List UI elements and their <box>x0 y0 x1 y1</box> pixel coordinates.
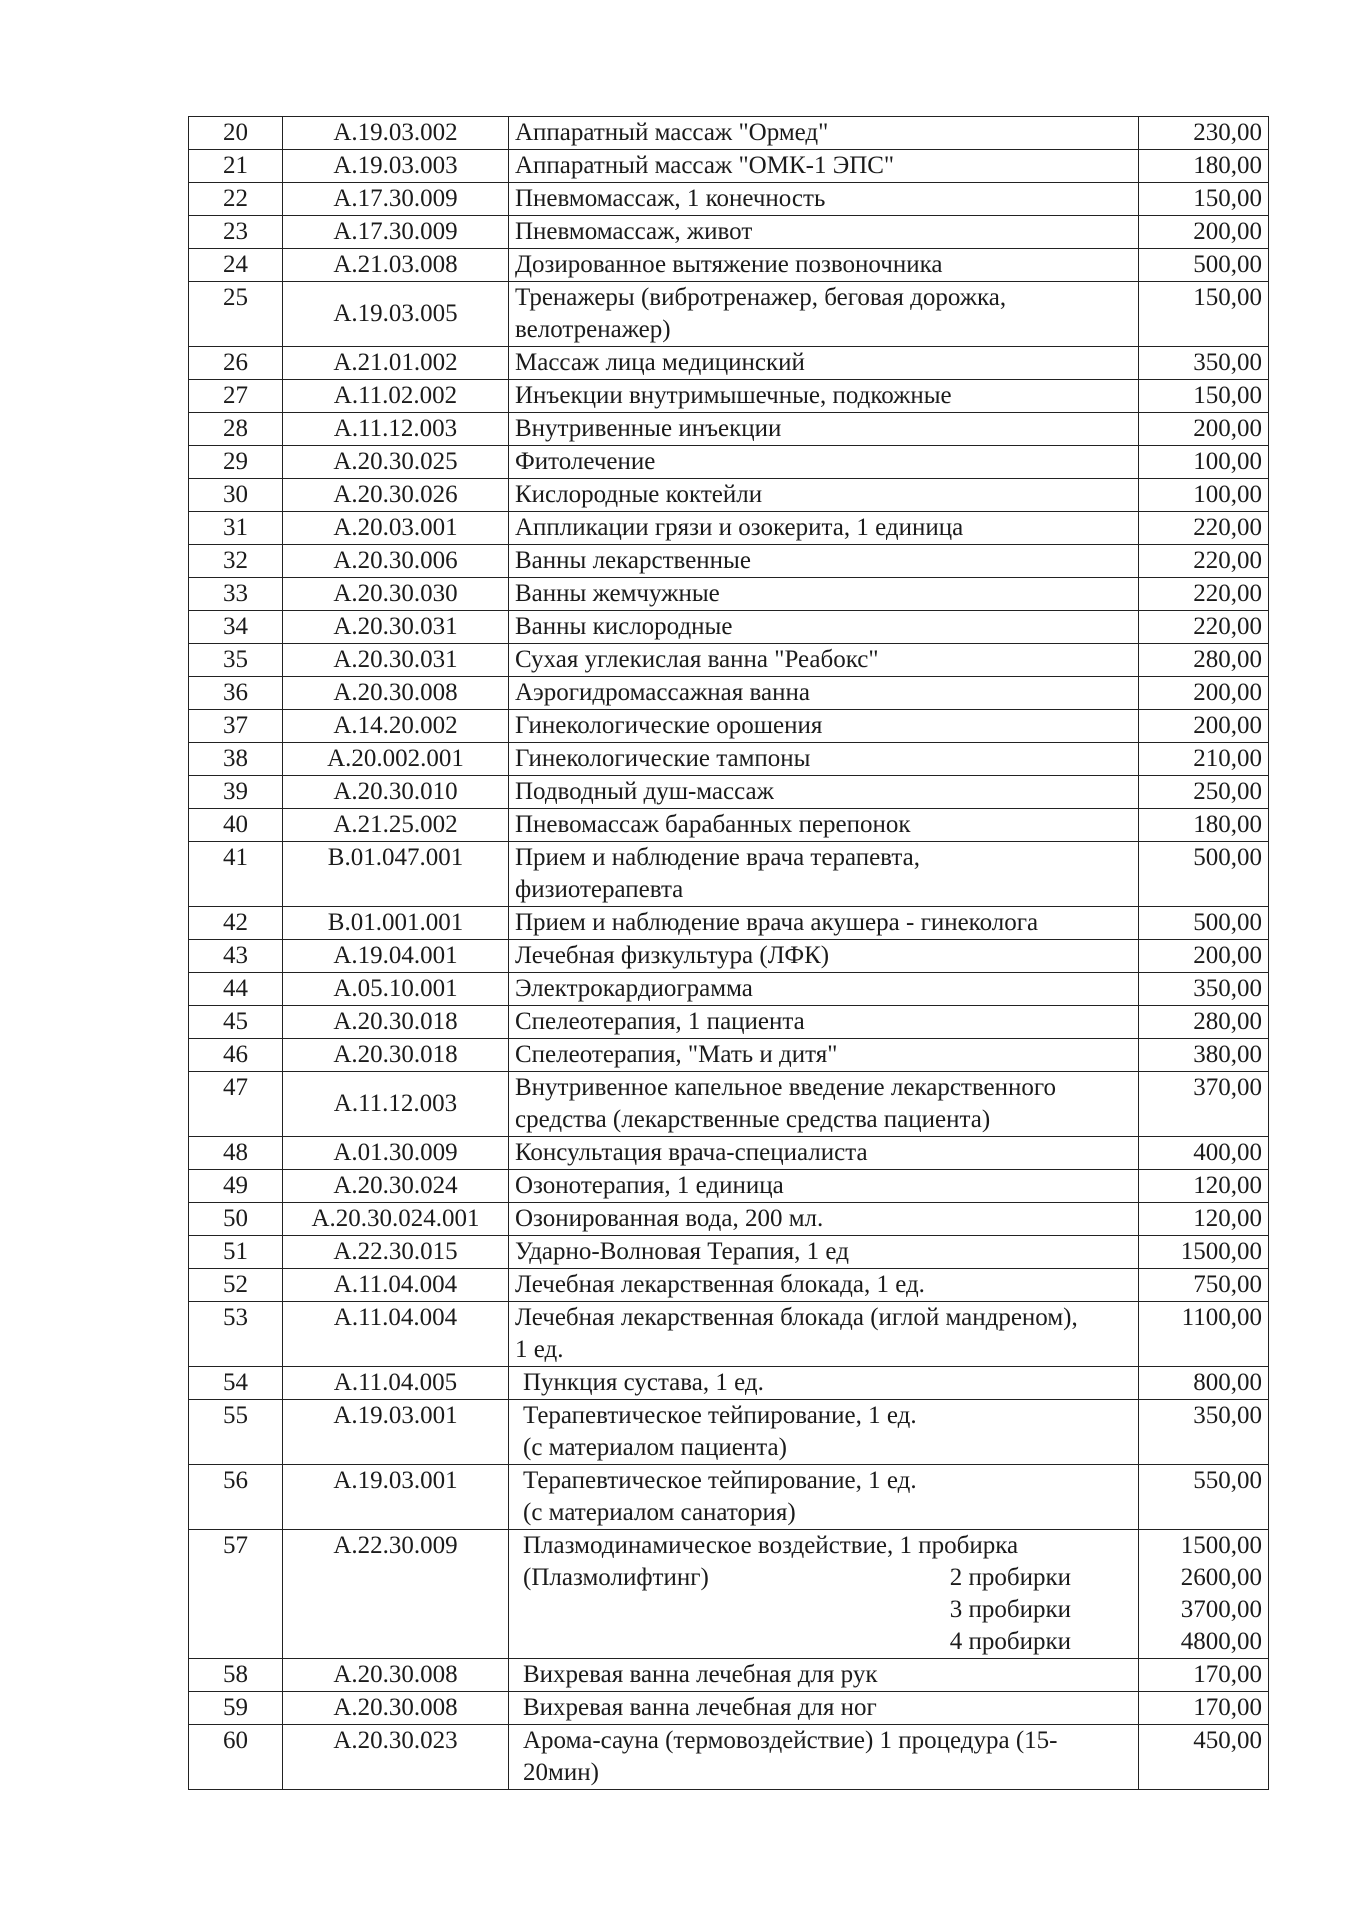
row-number: 44 <box>189 973 283 1006</box>
row-number: 29 <box>189 446 283 479</box>
service-code: А.20.30.023 <box>283 1725 509 1790</box>
row-number: 35 <box>189 644 283 677</box>
row-number: 22 <box>189 183 283 216</box>
table-row <box>189 611 1269 644</box>
table-row <box>189 940 1269 973</box>
table-row <box>189 183 1269 216</box>
service-price: 150,00 <box>1139 183 1269 216</box>
service-name: Пневомассаж барабанных перепонок <box>509 809 1139 842</box>
service-name <box>509 1072 1139 1137</box>
row-number: 33 <box>189 578 283 611</box>
row-number: 26 <box>189 347 283 380</box>
table-row <box>189 117 1269 150</box>
service-name: Озонотерапия, 1 единица <box>509 1170 1139 1203</box>
service-name: Подводный душ-массаж <box>509 776 1139 809</box>
service-code: А.11.04.004 <box>283 1269 509 1302</box>
service-price: 500,00 <box>1139 249 1269 282</box>
service-name: Пневмомассаж, 1 конечность <box>509 183 1139 216</box>
row-number: 55 <box>189 1400 283 1465</box>
price-list-body <box>189 117 1269 1790</box>
service-code: А.20.30.031 <box>283 644 509 677</box>
service-code: А.11.04.004 <box>283 1302 509 1367</box>
row-number: 52 <box>189 1269 283 1302</box>
service-price: 280,00 <box>1139 644 1269 677</box>
table-row <box>189 512 1269 545</box>
service-name: Фитолечение <box>509 446 1139 479</box>
service-code: А.21.01.002 <box>283 347 509 380</box>
service-code: А.20.30.010 <box>283 776 509 809</box>
service-name <box>509 1725 1139 1790</box>
service-code: А.19.03.003 <box>283 150 509 183</box>
service-code: А.11.12.003 <box>283 413 509 446</box>
table-row <box>189 1269 1269 1302</box>
service-price: 150,00 <box>1139 282 1269 347</box>
table-row <box>189 578 1269 611</box>
row-number: 41 <box>189 842 283 907</box>
service-price: 400,00 <box>1139 1137 1269 1170</box>
tier-label: 4 пробирки <box>949 1628 1071 1655</box>
service-price: 220,00 <box>1139 611 1269 644</box>
service-price: 150,00 <box>1139 380 1269 413</box>
row-number: 48 <box>189 1137 283 1170</box>
service-name: Гинекологические тампоны <box>509 743 1139 776</box>
service-code: А.20.30.006 <box>283 545 509 578</box>
tier-price: 2600,00 <box>1180 1564 1262 1591</box>
service-code: А.11.02.002 <box>283 380 509 413</box>
service-code: А.20.30.008 <box>283 1692 509 1725</box>
table-row <box>189 1072 1269 1137</box>
service-price: 370,00 <box>1139 1072 1269 1137</box>
tier-line <box>523 1594 1133 1626</box>
service-code: А.22.30.015 <box>283 1236 509 1269</box>
service-code: А.22.30.009 <box>283 1530 509 1659</box>
table-row <box>189 973 1269 1006</box>
service-name: Пневмомассаж, живот <box>509 216 1139 249</box>
tier-label: 3 пробирки <box>949 1596 1071 1623</box>
service-name-line: Внутривенное капельное введение лекарственного <box>515 1074 1056 1101</box>
service-name-line: Прием и наблюдение врача терапевта, <box>515 844 920 871</box>
service-price: 280,00 <box>1139 1006 1269 1039</box>
table-row <box>189 743 1269 776</box>
row-number: 25 <box>189 282 283 347</box>
row-number: 43 <box>189 940 283 973</box>
service-name-subtitle: (Плазмолифтинг) <box>523 1564 709 1591</box>
service-code: А.20.30.025 <box>283 446 509 479</box>
service-price: 180,00 <box>1139 809 1269 842</box>
tier-price: 4800,00 <box>1180 1628 1262 1655</box>
service-price: 350,00 <box>1139 347 1269 380</box>
service-name-line: средства (лекарственные средства пациента) <box>515 1106 991 1133</box>
row-number: 31 <box>189 512 283 545</box>
table-row <box>189 1203 1269 1236</box>
service-name <box>509 1302 1139 1367</box>
service-name-line: Тренажеры (вибротренажер, беговая дорожка, <box>515 284 1007 311</box>
service-price: 200,00 <box>1139 677 1269 710</box>
service-price: 220,00 <box>1139 512 1269 545</box>
service-name-line: Лечебная лекарственная блокада (иглой мандреном), <box>515 1304 1078 1331</box>
row-number: 46 <box>189 1039 283 1072</box>
service-name-line: Терапевтическое тейпирование, 1 ед. <box>523 1402 917 1429</box>
service-code: А.19.04.001 <box>283 940 509 973</box>
row-number: 50 <box>189 1203 283 1236</box>
table-row <box>189 282 1269 347</box>
service-name <box>509 1530 1139 1659</box>
service-name: Ударно-Волновая Терапия, 1 ед <box>509 1236 1139 1269</box>
service-name-line: 20мин) <box>523 1759 599 1786</box>
service-price: 100,00 <box>1139 479 1269 512</box>
service-price: 220,00 <box>1139 545 1269 578</box>
service-name: Лечебная лекарственная блокада, 1 ед. <box>509 1269 1139 1302</box>
row-number: 58 <box>189 1659 283 1692</box>
service-name: Ванны жемчужные <box>509 578 1139 611</box>
service-name: Пункция сустава, 1 ед. <box>509 1367 1139 1400</box>
row-number: 51 <box>189 1236 283 1269</box>
table-row <box>189 776 1269 809</box>
table-row <box>189 1137 1269 1170</box>
service-code: А.19.03.001 <box>283 1400 509 1465</box>
service-name: Аппликации грязи и озокерита, 1 единица <box>509 512 1139 545</box>
table-row <box>189 644 1269 677</box>
service-code: А.17.30.009 <box>283 183 509 216</box>
service-price: 450,00 <box>1139 1725 1269 1790</box>
table-row <box>189 413 1269 446</box>
service-name <box>509 1465 1139 1530</box>
service-name: Озонированная вода, 200 мл. <box>509 1203 1139 1236</box>
service-code: А.05.10.001 <box>283 973 509 1006</box>
table-row <box>189 907 1269 940</box>
service-price: 350,00 <box>1139 1400 1269 1465</box>
service-name-line: физиотерапевта <box>515 876 684 903</box>
service-code: А.01.30.009 <box>283 1137 509 1170</box>
service-name: Ванны кислородные <box>509 611 1139 644</box>
table-row <box>189 1170 1269 1203</box>
service-code: А.19.03.005 <box>283 282 509 347</box>
service-name-line: Арома-сауна (термовоздействие) 1 процедура (15- <box>523 1727 1058 1754</box>
service-price: 180,00 <box>1139 150 1269 183</box>
service-code: А.20.30.031 <box>283 611 509 644</box>
service-code: А.20.002.001 <box>283 743 509 776</box>
table-row <box>189 380 1269 413</box>
table-row <box>189 677 1269 710</box>
row-number: 37 <box>189 710 283 743</box>
service-name: Дозированное вытяжение позвоночника <box>509 249 1139 282</box>
service-code: А.19.03.001 <box>283 1465 509 1530</box>
table-row <box>189 1659 1269 1692</box>
service-name: Электрокардиограмма <box>509 973 1139 1006</box>
service-code: А.11.12.003 <box>283 1072 509 1137</box>
table-row <box>189 479 1269 512</box>
service-price: 170,00 <box>1139 1659 1269 1692</box>
service-price: 750,00 <box>1139 1269 1269 1302</box>
service-price: 200,00 <box>1139 413 1269 446</box>
service-name: Аэрогидромассажная ванна <box>509 677 1139 710</box>
service-name: Прием и наблюдение врача акушера - гинеколога <box>509 907 1139 940</box>
table-row <box>189 1006 1269 1039</box>
row-number: 28 <box>189 413 283 446</box>
service-price: 120,00 <box>1139 1203 1269 1236</box>
service-price: 1500,00 <box>1139 1236 1269 1269</box>
row-number: 39 <box>189 776 283 809</box>
service-price: 170,00 <box>1139 1692 1269 1725</box>
row-number: 27 <box>189 380 283 413</box>
service-code: А.20.30.008 <box>283 1659 509 1692</box>
service-price: 230,00 <box>1139 117 1269 150</box>
service-name: Сухая углекислая ванна "Реабокс" <box>509 644 1139 677</box>
service-price: 550,00 <box>1139 1465 1269 1530</box>
row-number: 47 <box>189 1072 283 1137</box>
tier-price: 3700,00 <box>1180 1596 1262 1623</box>
row-number: 59 <box>189 1692 283 1725</box>
service-price: 800,00 <box>1139 1367 1269 1400</box>
table-row <box>189 347 1269 380</box>
row-number: 54 <box>189 1367 283 1400</box>
service-name: Гинекологические орошения <box>509 710 1139 743</box>
service-code: А.11.04.005 <box>283 1367 509 1400</box>
row-number: 38 <box>189 743 283 776</box>
service-code: А.21.03.008 <box>283 249 509 282</box>
service-price: 200,00 <box>1139 216 1269 249</box>
service-name-line: (с материалом санатория) <box>523 1499 796 1526</box>
tier-label: 2 пробирки <box>949 1564 1071 1591</box>
service-price: 1100,00 <box>1139 1302 1269 1367</box>
table-row <box>189 1725 1269 1790</box>
row-number: 23 <box>189 216 283 249</box>
table-row <box>189 710 1269 743</box>
service-name: Аппаратный массаж "Ормед" <box>509 117 1139 150</box>
service-name: Инъекции внутримышечные, подкожные <box>509 380 1139 413</box>
row-number: 36 <box>189 677 283 710</box>
service-code: А.17.30.009 <box>283 216 509 249</box>
service-name-line: Плазмодинамическое воздействие, 1 пробирка <box>523 1532 1019 1559</box>
row-number: 57 <box>189 1530 283 1659</box>
table-row <box>189 1465 1269 1530</box>
table-row <box>189 1400 1269 1465</box>
table-row <box>189 1302 1269 1367</box>
service-price: 100,00 <box>1139 446 1269 479</box>
service-price: 210,00 <box>1139 743 1269 776</box>
table-row <box>189 1692 1269 1725</box>
service-code: А.20.30.018 <box>283 1039 509 1072</box>
service-name: Вихревая ванна лечебная для рук <box>509 1659 1139 1692</box>
service-code: А.19.03.002 <box>283 117 509 150</box>
service-name: Внутривенные инъекции <box>509 413 1139 446</box>
row-number: 32 <box>189 545 283 578</box>
service-name-line: 1 ед. <box>515 1336 564 1363</box>
row-number: 34 <box>189 611 283 644</box>
table-row <box>189 1367 1269 1400</box>
tier-line <box>523 1626 1133 1658</box>
service-code: А.20.30.024 <box>283 1170 509 1203</box>
tier-line <box>523 1562 1133 1594</box>
service-name <box>509 282 1139 347</box>
service-code: А.21.25.002 <box>283 809 509 842</box>
row-number: 49 <box>189 1170 283 1203</box>
row-number: 40 <box>189 809 283 842</box>
service-code: А.20.03.001 <box>283 512 509 545</box>
service-price: 500,00 <box>1139 842 1269 907</box>
row-number: 53 <box>189 1302 283 1367</box>
service-code: А.20.30.018 <box>283 1006 509 1039</box>
service-price: 500,00 <box>1139 907 1269 940</box>
service-code: А.14.20.002 <box>283 710 509 743</box>
row-number: 60 <box>189 1725 283 1790</box>
service-name: Спелеотерапия, "Мать и дитя" <box>509 1039 1139 1072</box>
service-name-line: велотренажер) <box>515 316 671 343</box>
service-code: А.20.30.030 <box>283 578 509 611</box>
price-list-table <box>188 116 1269 1790</box>
service-code: А.20.30.024.001 <box>283 1203 509 1236</box>
service-price: 220,00 <box>1139 578 1269 611</box>
service-code: В.01.047.001 <box>283 842 509 907</box>
service-name: Вихревая ванна лечебная для ног <box>509 1692 1139 1725</box>
table-row <box>189 1236 1269 1269</box>
table-row <box>189 216 1269 249</box>
row-number: 20 <box>189 117 283 150</box>
row-number: 45 <box>189 1006 283 1039</box>
service-code: А.20.30.026 <box>283 479 509 512</box>
tier-price: 1500,00 <box>1180 1532 1262 1559</box>
service-code: А.20.30.008 <box>283 677 509 710</box>
service-name: Ванны лекарственные <box>509 545 1139 578</box>
service-price: 200,00 <box>1139 710 1269 743</box>
row-number: 24 <box>189 249 283 282</box>
table-row <box>189 446 1269 479</box>
service-price: 120,00 <box>1139 1170 1269 1203</box>
row-number: 30 <box>189 479 283 512</box>
service-price: 200,00 <box>1139 940 1269 973</box>
service-name: Лечебная физкультура (ЛФК) <box>509 940 1139 973</box>
service-name <box>509 842 1139 907</box>
row-number: 56 <box>189 1465 283 1530</box>
service-price <box>1139 1530 1269 1659</box>
table-row <box>189 249 1269 282</box>
table-row <box>189 1039 1269 1072</box>
service-name <box>509 1400 1139 1465</box>
service-price: 350,00 <box>1139 973 1269 1006</box>
service-price: 380,00 <box>1139 1039 1269 1072</box>
service-price: 250,00 <box>1139 776 1269 809</box>
table-row <box>189 1530 1269 1659</box>
service-name: Спелеотерапия, 1 пациента <box>509 1006 1139 1039</box>
table-row <box>189 842 1269 907</box>
table-row <box>189 809 1269 842</box>
service-name: Кислородные коктейли <box>509 479 1139 512</box>
service-code: В.01.001.001 <box>283 907 509 940</box>
table-row <box>189 545 1269 578</box>
row-number: 21 <box>189 150 283 183</box>
service-name-line: Терапевтическое тейпирование, 1 ед. <box>523 1467 917 1494</box>
table-row <box>189 150 1269 183</box>
service-name-line: (с материалом пациента) <box>523 1434 787 1461</box>
service-name: Консультация врача-специалиста <box>509 1137 1139 1170</box>
service-name: Аппаратный массаж "ОМК-1 ЭПС" <box>509 150 1139 183</box>
row-number: 42 <box>189 907 283 940</box>
service-name: Массаж лица медицинский <box>509 347 1139 380</box>
